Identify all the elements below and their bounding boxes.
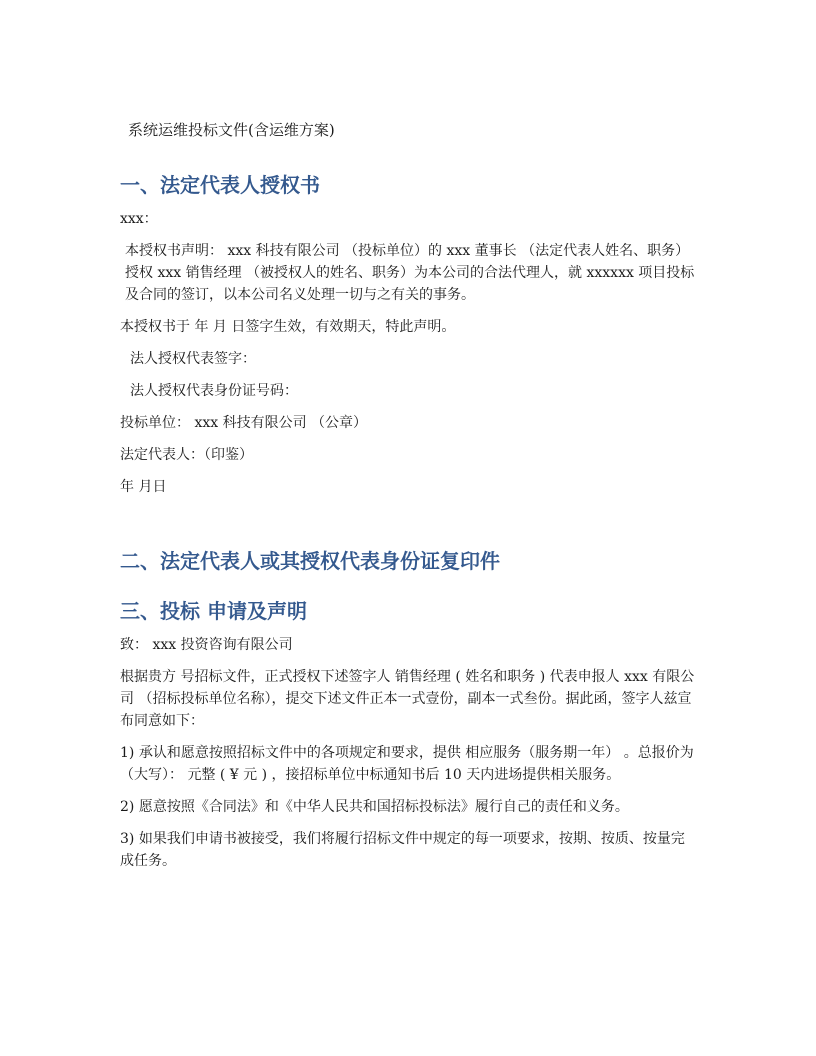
clause-3: 3) 如果我们申请书被接受，我们将履行招标文件中规定的每一项要求，按期、按质、按量完成任务。 xyxy=(120,831,685,869)
date-line: 年 月日 xyxy=(120,479,167,495)
signature-line: 法人授权代表签字： xyxy=(130,351,256,367)
document-title: 系统运维投标文件(含运维方案) xyxy=(128,121,335,139)
addressee: xxx： xyxy=(120,211,158,227)
document-page xyxy=(120,118,695,882)
legal-rep-line: 法定代表人：（印鉴） xyxy=(120,447,253,463)
recipient-line: 致： xxx 投资咨询有限公司 xyxy=(120,637,293,653)
id-number-line: 法人授权代表身份证号码： xyxy=(130,383,298,399)
validity-statement: 本授权书于 年 月 日签字生效，有效期天，特此声明。 xyxy=(120,319,456,335)
bidder-line: 投标单位： xxx 科技有限公司 （公章） xyxy=(120,415,368,431)
section-heading-application: 三、投标 申请及声明 xyxy=(120,599,307,623)
clause-2: 2) 愿意按照《合同法》和《中华人民共和国招标投标法》履行自己的责任和义务。 xyxy=(120,799,629,815)
section-heading-authorization: 一、法定代表人授权书 xyxy=(120,173,320,197)
section-heading-id-copy: 二、法定代表人或其授权代表身份证复印件 xyxy=(120,549,500,573)
authorization-statement: 本授权书声明： xxx 科技有限公司 （投标单位）的 xxx 董事长 （法定代表人姓名、职务）授权 xxx 销售经理 （被授权人的姓名、职务）为本公司的合法代理人，就 xxxxxx 项目投标及合同的签订，以本公司名义处理一切与之有关的事务。 xyxy=(125,243,695,303)
application-intro: 根据贵方 号招标文件，正式授权下述签字人 销售经理 ( 姓名和职务 ) 代表申报人 xxx 有限公司 （招标投标单位名称），提交下述文件正本一式壹份，副本一式叁份。据此函，签字人兹宣布同意如下： xyxy=(120,669,695,729)
clause-1: 1) 承认和愿意按照招标文件中的各项规定和要求，提供 相应服务（服务期一年） 。总报价为（大写）： 元整 ( ¥ 元 ) ，接招标单位中标通知书后 10 天内进场提供相关服务。 xyxy=(120,745,694,783)
